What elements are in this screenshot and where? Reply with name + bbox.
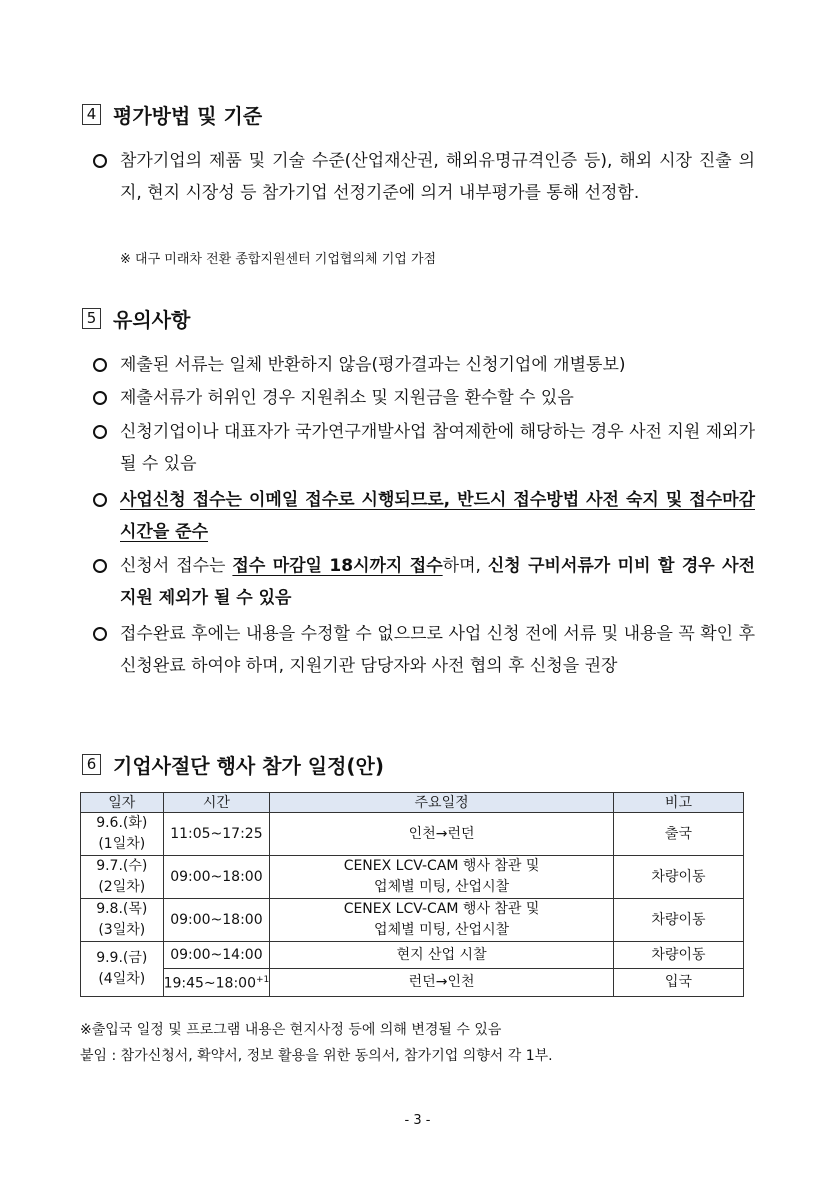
- table-row: [81, 969, 744, 997]
- list-item: [93, 145, 755, 209]
- date-cell: [81, 899, 164, 942]
- time-cell: [163, 969, 270, 997]
- header-plan: 주요일정: [270, 793, 614, 813]
- note-cell: 차량이동: [613, 899, 743, 942]
- header-note: 비고: [613, 793, 743, 813]
- section-title: 평가방법 및 기준: [113, 104, 263, 128]
- bullet-text: 접수완료 후에는 내용을 수정할 수 없으므로 사업 신청 전에 서류 및 내용을 꼭 확인 후 신청완료 하여야 하며, 지원기관 담당자와 사전 협의 후 신청을 권장: [120, 624, 755, 676]
- day-text: (3일차): [98, 922, 146, 938]
- plan-cell: [270, 899, 614, 942]
- table-row: [81, 899, 744, 942]
- schedule-table: [80, 792, 744, 997]
- note-cell: 출국: [613, 813, 743, 856]
- list-item: [93, 382, 755, 414]
- circle-bullet-icon: [93, 358, 107, 372]
- note-cell: 입국: [613, 969, 743, 997]
- section-6-heading: [82, 750, 384, 779]
- bullet-text: 신청기업이나 대표자가 국가연구개발사업 참여제한에 해당하는 경우 사전 지원 제외가 될 수 있음: [120, 422, 755, 474]
- time-cell: 09:00~18:00: [163, 856, 270, 899]
- attachment-note: 붙임 : 참가신청서, 확약서, 정보 활용을 위한 동의서, 참가기업 의향서 각 1부.: [80, 1048, 553, 1064]
- plan-line: CENEX LCV-CAM 행사 참관 및: [343, 901, 540, 917]
- bullet-text: 제출된 서류는 일체 반환하지 않음(평가결과는 신청기업에 개별통보): [120, 355, 626, 375]
- time-text: 19:45~18:00: [163, 975, 256, 992]
- time-cell: 09:00~18:00: [163, 899, 270, 942]
- date-text: 9.9.(금): [96, 950, 148, 966]
- table-header-row: [81, 793, 744, 813]
- circle-bullet-icon: [93, 425, 107, 439]
- list-item: [93, 349, 755, 381]
- note-cell: 차량이동: [613, 856, 743, 899]
- time-cell: 09:00~14:00: [163, 942, 270, 969]
- list-item: [93, 618, 755, 682]
- circle-bullet-icon: [93, 559, 107, 573]
- date-cell: [81, 856, 164, 899]
- circle-bullet-icon: [93, 493, 107, 507]
- page-number: - 3 -: [404, 1113, 431, 1128]
- table-row: [81, 813, 744, 856]
- day-text: (2일차): [98, 879, 146, 895]
- date-cell: [81, 942, 164, 997]
- next-day-marker: +1: [255, 975, 270, 986]
- bullet-text: [120, 550, 755, 614]
- list-item: [93, 550, 755, 614]
- bullet-text-emphasis: 사업신청 접수는 이메일 접수로 시행되므로, 반드시 접수방법 사전 숙지 및 접수마감 시간을 준수: [120, 490, 755, 542]
- section-5-heading: [82, 304, 190, 333]
- plan-cell: 런던→인천: [270, 969, 614, 997]
- bullet-text: 제출서류가 허위인 경우 지원취소 및 지원금을 환수할 수 있음: [120, 388, 574, 408]
- section-title: 유의사항: [113, 308, 191, 332]
- section-number-box: 6: [82, 754, 101, 775]
- day-text: (1일차): [98, 836, 146, 852]
- note-cell: 차량이동: [613, 942, 743, 969]
- header-time: 시간: [163, 793, 270, 813]
- date-cell: [81, 813, 164, 856]
- date-text: 9.6.(화): [96, 815, 148, 831]
- plan-cell: 현지 산업 시찰: [270, 942, 614, 969]
- plan-line: 업체별 미팅, 산업시찰: [374, 922, 510, 938]
- bullet-text-part: 신청서 접수는: [120, 556, 233, 576]
- section-title: 기업사절단 행사 참가 일정(안): [113, 754, 385, 778]
- plan-line: 업체별 미팅, 산업시찰: [374, 879, 510, 895]
- section-4-heading: [82, 100, 262, 129]
- deadline-emphasis: 접수 마감일 18시까지 접수: [232, 556, 443, 576]
- plan-cell: 인천→런던: [270, 813, 614, 856]
- schedule-change-note: ※출입국 일정 및 프로그램 내용은 현지사정 등에 의해 변경될 수 있음: [80, 1022, 502, 1038]
- section-number-box: 5: [82, 308, 101, 329]
- table-row: [81, 856, 744, 899]
- note-text: ※ 대구 미래차 전환 종합지원센터 기업협의체 기업 가점: [120, 252, 437, 267]
- list-item: [93, 484, 755, 548]
- circle-bullet-icon: [93, 627, 107, 641]
- day-text: (4일차): [98, 971, 146, 987]
- plan-line: CENEX LCV-CAM 행사 참관 및: [343, 858, 540, 874]
- date-text: 9.8.(목): [96, 901, 148, 917]
- table-row: [81, 942, 744, 969]
- date-text: 9.7.(수): [96, 858, 148, 874]
- warning-emphasis: 신청 구비서류가 미비 할 경우 사전 지원 제외가 될 수 있음: [120, 556, 755, 608]
- circle-bullet-icon: [93, 154, 107, 168]
- time-cell: 11:05~17:25: [163, 813, 270, 856]
- list-item: [93, 416, 755, 480]
- circle-bullet-icon: [93, 391, 107, 405]
- bullet-text: 참가기업의 제품 및 기술 수준(산업재산권, 해외유명규격인증 등), 해외 시장 진출 의지, 현지 시장성 등 참가기업 선정기준에 의거 내부평가를 통해 선정함.: [120, 151, 755, 203]
- section-number-box: 4: [82, 104, 101, 125]
- plan-cell: [270, 856, 614, 899]
- bullet-text-part: 하며,: [442, 556, 488, 576]
- header-date: 일자: [81, 793, 164, 813]
